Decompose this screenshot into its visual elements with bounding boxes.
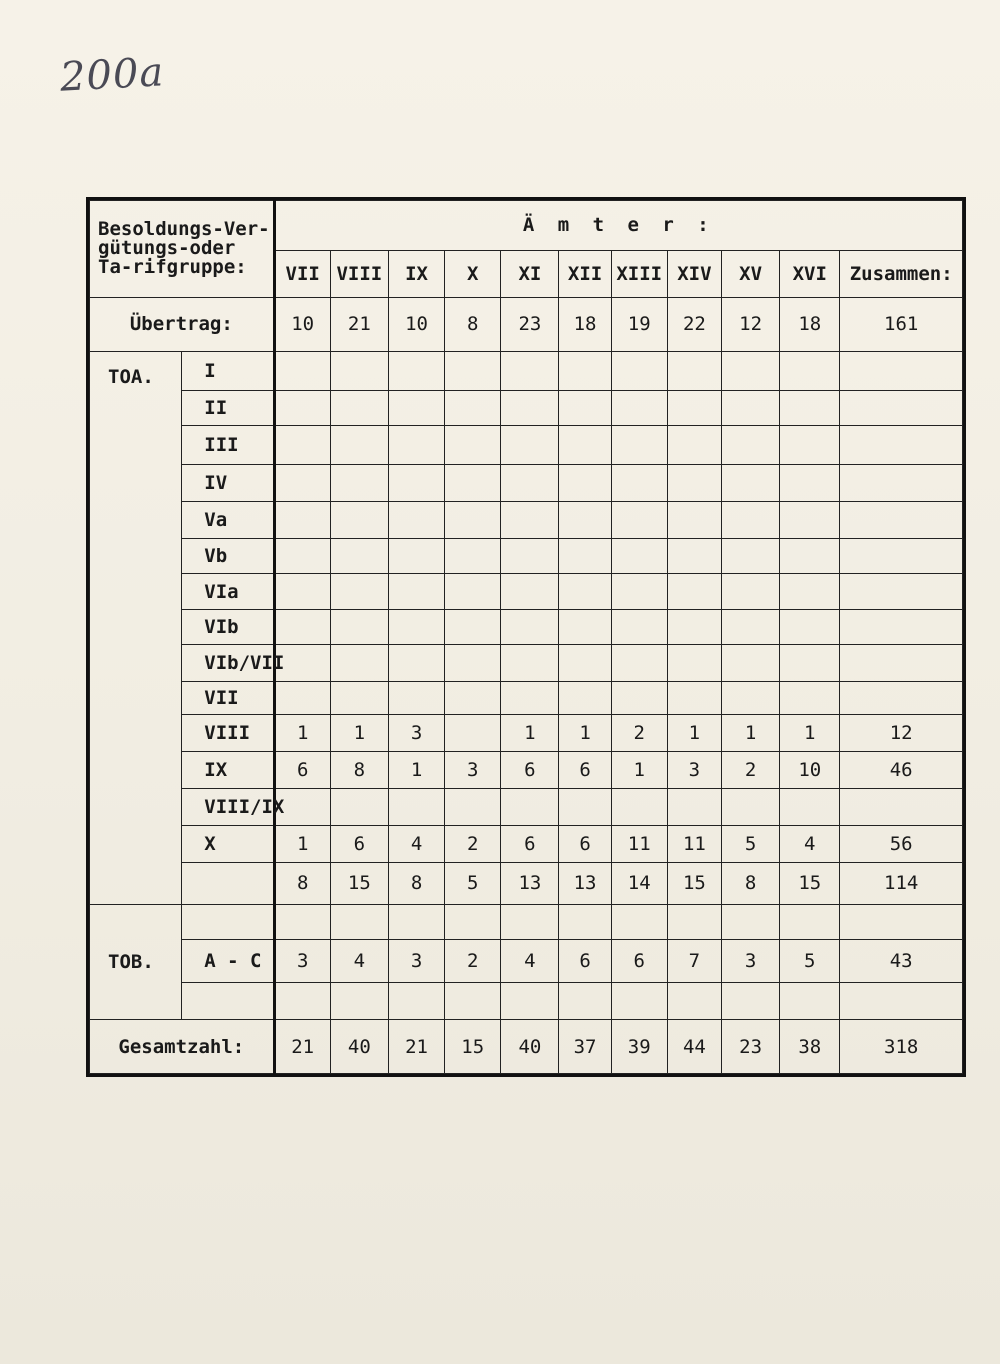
- pay-group-label: Vb: [182, 539, 274, 574]
- value-cell: [721, 574, 779, 609]
- table-row: [90, 826, 963, 863]
- table-row: [90, 789, 963, 826]
- value-cell: [559, 983, 611, 1020]
- value-cell: 6: [559, 939, 611, 982]
- value-cell: 1: [388, 751, 444, 788]
- value-cell: [388, 502, 444, 539]
- value-cell: [445, 502, 501, 539]
- amt-column-header: XII: [559, 250, 611, 297]
- value-cell: [501, 390, 559, 425]
- value-cell: [274, 539, 330, 574]
- handwritten-page-number: 200a: [58, 49, 166, 101]
- value-cell: 1: [330, 714, 388, 751]
- pay-group-label: VIII/IX: [182, 789, 274, 826]
- value-cell: 1: [721, 714, 779, 751]
- amt-column-header: XIII: [611, 250, 667, 297]
- value-cell: [667, 789, 721, 826]
- value-cell: [501, 983, 559, 1020]
- value-cell: [501, 574, 559, 609]
- value-cell: 3: [274, 939, 330, 982]
- value-cell: [780, 390, 840, 425]
- value-cell: [780, 609, 840, 644]
- value-cell: 6: [559, 826, 611, 863]
- value-cell: [445, 789, 501, 826]
- value-cell: 3: [721, 939, 779, 982]
- value-cell: [330, 904, 388, 939]
- value-cell: [559, 681, 611, 714]
- pay-group-label: VIa: [182, 574, 274, 609]
- table-row: [90, 983, 963, 1020]
- value-cell: [445, 425, 501, 464]
- value-cell: 8: [721, 863, 779, 904]
- value-cell: 4: [780, 826, 840, 863]
- pay-group-label: A - C: [182, 939, 274, 982]
- value-cell: [445, 681, 501, 714]
- table-row: [90, 574, 963, 609]
- value-cell: 14: [611, 863, 667, 904]
- value-cell: [667, 390, 721, 425]
- value-cell: 37: [559, 1020, 611, 1074]
- pay-group-label: X: [182, 826, 274, 863]
- tob-label: TOB.: [90, 904, 182, 1020]
- table-row: [90, 939, 963, 982]
- value-cell: 38: [780, 1020, 840, 1074]
- value-cell: 3: [445, 751, 501, 788]
- value-cell: 8: [274, 863, 330, 904]
- value-cell: [274, 351, 330, 390]
- value-cell: 21: [274, 1020, 330, 1074]
- row-total: [840, 574, 963, 609]
- table-row: [90, 539, 963, 574]
- value-cell: 2: [611, 714, 667, 751]
- row-total: [840, 351, 963, 390]
- value-cell: [667, 425, 721, 464]
- value-cell: [611, 390, 667, 425]
- total-column-header: Zusammen:: [840, 250, 963, 297]
- pay-group-label: VIb/VII: [182, 644, 274, 681]
- value-cell: [721, 609, 779, 644]
- value-cell: 19: [611, 297, 667, 351]
- table-row: [90, 681, 963, 714]
- value-cell: [388, 681, 444, 714]
- value-cell: [667, 904, 721, 939]
- value-cell: 23: [501, 297, 559, 351]
- spacer-cell: [182, 904, 274, 939]
- value-cell: [388, 609, 444, 644]
- pay-group-label: IX: [182, 751, 274, 788]
- value-cell: [780, 351, 840, 390]
- value-cell: 22: [667, 297, 721, 351]
- value-cell: 18: [780, 297, 840, 351]
- value-cell: 21: [388, 1020, 444, 1074]
- value-cell: [611, 681, 667, 714]
- value-cell: 6: [274, 751, 330, 788]
- value-cell: 1: [501, 714, 559, 751]
- row-total: 56: [840, 826, 963, 863]
- amt-column-header: IX: [388, 250, 444, 297]
- value-cell: 40: [501, 1020, 559, 1074]
- value-cell: 5: [445, 863, 501, 904]
- table-row: [90, 644, 963, 681]
- value-cell: [780, 983, 840, 1020]
- value-cell: 11: [667, 826, 721, 863]
- value-cell: [274, 465, 330, 502]
- value-cell: [501, 789, 559, 826]
- pay-group-label: Va: [182, 502, 274, 539]
- value-cell: [501, 681, 559, 714]
- table-row: [90, 863, 963, 904]
- value-cell: 11: [611, 826, 667, 863]
- value-cell: 10: [780, 751, 840, 788]
- value-cell: [330, 351, 388, 390]
- value-cell: 4: [501, 939, 559, 982]
- amt-column-header: X: [445, 250, 501, 297]
- value-cell: 1: [274, 714, 330, 751]
- value-cell: [721, 351, 779, 390]
- value-cell: [611, 539, 667, 574]
- value-cell: [667, 502, 721, 539]
- spacer-cell: [182, 983, 274, 1020]
- row-total: [840, 644, 963, 681]
- value-cell: [667, 574, 721, 609]
- value-cell: [274, 502, 330, 539]
- gesamtzahl-label: Gesamtzahl:: [90, 1020, 275, 1074]
- value-cell: [721, 465, 779, 502]
- value-cell: [559, 425, 611, 464]
- table-row: [90, 297, 963, 351]
- value-cell: [559, 644, 611, 681]
- value-cell: [445, 904, 501, 939]
- row-total: [840, 502, 963, 539]
- value-cell: [388, 390, 444, 425]
- row-total: [840, 465, 963, 502]
- value-cell: [780, 465, 840, 502]
- amt-column-header: XIV: [667, 250, 721, 297]
- value-cell: [721, 539, 779, 574]
- tob-total: 43: [840, 939, 963, 982]
- row-total: [840, 609, 963, 644]
- value-cell: [501, 609, 559, 644]
- value-cell: 6: [611, 939, 667, 982]
- value-cell: [611, 351, 667, 390]
- value-cell: 10: [274, 297, 330, 351]
- value-cell: [611, 789, 667, 826]
- row-total: [840, 425, 963, 464]
- value-cell: [501, 904, 559, 939]
- value-cell: [721, 983, 779, 1020]
- value-cell: [559, 609, 611, 644]
- row-total: [840, 390, 963, 425]
- value-cell: [388, 425, 444, 464]
- value-cell: 6: [559, 751, 611, 788]
- value-cell: [667, 644, 721, 681]
- gesamtzahl-total: 318: [840, 1020, 963, 1074]
- value-cell: [667, 681, 721, 714]
- value-cell: [274, 390, 330, 425]
- table-row: [90, 714, 963, 751]
- value-cell: [501, 502, 559, 539]
- value-cell: [559, 465, 611, 502]
- value-cell: [388, 574, 444, 609]
- value-cell: [445, 983, 501, 1020]
- toa-label: TOA.: [90, 351, 182, 904]
- value-cell: 15: [667, 863, 721, 904]
- value-cell: 2: [445, 939, 501, 982]
- value-cell: 13: [501, 863, 559, 904]
- value-cell: 15: [780, 863, 840, 904]
- value-cell: [501, 465, 559, 502]
- value-cell: [559, 574, 611, 609]
- row-total: [840, 983, 963, 1020]
- value-cell: [330, 644, 388, 681]
- value-cell: [780, 681, 840, 714]
- table-row: [90, 465, 963, 502]
- table-row: [90, 201, 963, 251]
- value-cell: [330, 539, 388, 574]
- value-cell: 5: [721, 826, 779, 863]
- value-cell: 6: [501, 751, 559, 788]
- value-cell: [388, 983, 444, 1020]
- value-cell: [780, 539, 840, 574]
- value-cell: [611, 983, 667, 1020]
- row-total: 12: [840, 714, 963, 751]
- row-total: [840, 681, 963, 714]
- value-cell: 44: [667, 1020, 721, 1074]
- value-cell: [780, 425, 840, 464]
- value-cell: [611, 425, 667, 464]
- value-cell: [667, 351, 721, 390]
- value-cell: [721, 425, 779, 464]
- value-cell: [721, 390, 779, 425]
- value-cell: [445, 714, 501, 751]
- value-cell: [780, 574, 840, 609]
- value-cell: [721, 789, 779, 826]
- value-cell: [667, 983, 721, 1020]
- value-cell: [780, 502, 840, 539]
- value-cell: [559, 904, 611, 939]
- value-cell: [445, 609, 501, 644]
- amt-column-header: XI: [501, 250, 559, 297]
- value-cell: [611, 609, 667, 644]
- value-cell: 40: [330, 1020, 388, 1074]
- value-cell: [388, 465, 444, 502]
- value-cell: [667, 465, 721, 502]
- pay-group-label: I: [182, 351, 274, 390]
- value-cell: [330, 502, 388, 539]
- value-cell: [780, 904, 840, 939]
- value-cell: 15: [330, 863, 388, 904]
- table-row: [90, 609, 963, 644]
- value-cell: [611, 502, 667, 539]
- value-cell: 7: [667, 939, 721, 982]
- value-cell: [274, 983, 330, 1020]
- value-cell: [330, 574, 388, 609]
- row-total: [840, 539, 963, 574]
- value-cell: [559, 539, 611, 574]
- value-cell: [274, 904, 330, 939]
- subtotal-label-cell: [182, 863, 274, 904]
- value-cell: 6: [501, 826, 559, 863]
- value-cell: [330, 390, 388, 425]
- value-cell: 10: [388, 297, 444, 351]
- value-cell: 1: [780, 714, 840, 751]
- value-cell: 1: [667, 714, 721, 751]
- value-cell: 8: [445, 297, 501, 351]
- staffing-table: [86, 197, 966, 1077]
- value-cell: [274, 609, 330, 644]
- value-cell: [780, 789, 840, 826]
- value-cell: 15: [445, 1020, 501, 1074]
- row-total: 46: [840, 751, 963, 788]
- value-cell: 3: [667, 751, 721, 788]
- value-cell: 8: [330, 751, 388, 788]
- value-cell: 3: [388, 714, 444, 751]
- value-cell: [611, 465, 667, 502]
- value-cell: 2: [721, 751, 779, 788]
- value-cell: [445, 539, 501, 574]
- value-cell: [330, 681, 388, 714]
- value-cell: 1: [559, 714, 611, 751]
- amt-column-header: XVI: [780, 250, 840, 297]
- value-cell: [388, 789, 444, 826]
- amt-column-header: VIII: [330, 250, 388, 297]
- table-row: [90, 751, 963, 788]
- table-row: [90, 425, 963, 464]
- value-cell: [559, 789, 611, 826]
- table-row: [90, 502, 963, 539]
- uebertrag-total: 161: [840, 297, 963, 351]
- value-cell: [501, 539, 559, 574]
- value-cell: [667, 539, 721, 574]
- value-cell: [445, 644, 501, 681]
- value-cell: [611, 644, 667, 681]
- value-cell: [330, 789, 388, 826]
- pay-group-label: VIb: [182, 609, 274, 644]
- value-cell: [445, 465, 501, 502]
- value-cell: 5: [780, 939, 840, 982]
- value-cell: 1: [274, 826, 330, 863]
- pay-group-label: VIII: [182, 714, 274, 751]
- row-total: [840, 789, 963, 826]
- table-row: [90, 351, 963, 390]
- value-cell: [501, 644, 559, 681]
- value-cell: [667, 609, 721, 644]
- value-cell: [445, 351, 501, 390]
- value-cell: 12: [721, 297, 779, 351]
- value-cell: 13: [559, 863, 611, 904]
- pay-group-label: III: [182, 425, 274, 464]
- value-cell: 3: [388, 939, 444, 982]
- value-cell: [388, 904, 444, 939]
- table-row: [90, 904, 963, 939]
- table-row: [90, 390, 963, 425]
- value-cell: [388, 351, 444, 390]
- value-cell: 23: [721, 1020, 779, 1074]
- value-cell: 4: [388, 826, 444, 863]
- value-cell: 2: [445, 826, 501, 863]
- value-cell: 4: [330, 939, 388, 982]
- value-cell: [721, 644, 779, 681]
- value-cell: [445, 390, 501, 425]
- value-cell: [721, 904, 779, 939]
- uebertrag-label: Übertrag:: [90, 297, 275, 351]
- table-grid: [89, 200, 963, 1074]
- value-cell: [274, 574, 330, 609]
- value-cell: [388, 644, 444, 681]
- value-cell: [559, 502, 611, 539]
- value-cell: [388, 539, 444, 574]
- amt-column-header: XV: [721, 250, 779, 297]
- value-cell: [330, 425, 388, 464]
- toa-subtotal-total: 114: [840, 863, 963, 904]
- value-cell: 21: [330, 297, 388, 351]
- value-cell: 1: [611, 751, 667, 788]
- value-cell: [274, 425, 330, 464]
- amt-column-header: VII: [274, 250, 330, 297]
- value-cell: 18: [559, 297, 611, 351]
- aemter-header: Ä m t e r :: [274, 201, 962, 251]
- value-cell: 8: [388, 863, 444, 904]
- value-cell: [611, 904, 667, 939]
- value-cell: [721, 681, 779, 714]
- value-cell: [330, 609, 388, 644]
- value-cell: [611, 574, 667, 609]
- table-row: [90, 1020, 963, 1074]
- value-cell: [559, 390, 611, 425]
- row-total: [840, 904, 963, 939]
- pay-group-label: IV: [182, 465, 274, 502]
- pay-group-label: II: [182, 390, 274, 425]
- value-cell: [559, 351, 611, 390]
- value-cell: [330, 983, 388, 1020]
- value-cell: [274, 681, 330, 714]
- value-cell: 6: [330, 826, 388, 863]
- value-cell: [721, 502, 779, 539]
- value-cell: [780, 644, 840, 681]
- value-cell: 39: [611, 1020, 667, 1074]
- value-cell: [501, 425, 559, 464]
- value-cell: [445, 574, 501, 609]
- pay-group-label: VII: [182, 681, 274, 714]
- value-cell: [501, 351, 559, 390]
- value-cell: [330, 465, 388, 502]
- group-header: Besoldungs-Ver-gütungs-oder Ta-rifgruppe:: [90, 201, 275, 298]
